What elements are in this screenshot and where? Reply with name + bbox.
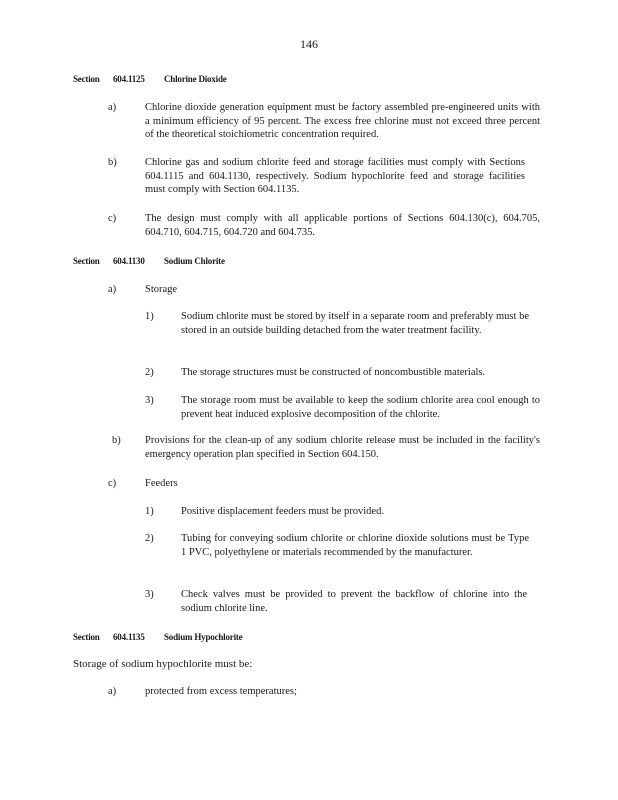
section-title: Sodium Hypochlorite bbox=[164, 632, 243, 642]
item-label: c) bbox=[108, 213, 117, 224]
item-label: b) bbox=[108, 157, 117, 168]
item-label: a) bbox=[108, 102, 117, 113]
item-text: Chlorine gas and sodium chlorite feed and storage facilities must comply with Sections 604.1115 and 604.1130, respectively. Sodium hypochlorite feed and storage facilities must comply with Section 604.1135. bbox=[145, 157, 525, 196]
section-number: 604.1125 bbox=[113, 74, 145, 84]
section-label: Section bbox=[73, 632, 100, 642]
section-heading-sodium-chlorite bbox=[73, 256, 225, 266]
subitem-label: 3) bbox=[145, 589, 154, 600]
item-text: Chlorine dioxide generation equipment must be factory assembled pre-engineered units with a minimum efficiency of 95 percent. The excess free chlorine must not exceed three percent of the theoretical stoichiometric concentration required. bbox=[145, 102, 540, 141]
item-text: protected from excess temperatures; bbox=[145, 686, 297, 697]
subitem-label: 1) bbox=[145, 506, 154, 517]
subitem-text: Tubing for conveying sodium chlorite or chlorine dioxide solutions must be Type 1 PVC, polyethylene or materials recommended by the manufacturer. bbox=[181, 533, 529, 558]
section-number: 604.1130 bbox=[113, 256, 145, 266]
page-number: 146 bbox=[300, 37, 318, 51]
section-heading-sodium-hypochlorite bbox=[73, 632, 243, 642]
section-heading-chlorine-dioxide bbox=[73, 74, 227, 84]
item-label: b) bbox=[112, 435, 121, 446]
section-title: Sodium Chlorite bbox=[164, 256, 225, 266]
subitem-label: 2) bbox=[145, 367, 154, 378]
item-text: The design must comply with all applicable portions of Sections 604.130(c), 604.705, 604.710, 604.715, 604.720 and 604.735. bbox=[145, 213, 540, 238]
section-label: Section bbox=[73, 256, 100, 266]
item-label: a) bbox=[108, 284, 117, 295]
section-intro: Storage of sodium hypochlorite must be: bbox=[73, 658, 253, 670]
item-text: Feeders bbox=[145, 478, 178, 489]
section-label: Section bbox=[73, 74, 100, 84]
subitem-label: 1) bbox=[145, 311, 154, 322]
subitem-text: Check valves must be provided to prevent the backflow of chlorine into the sodium chlorite line. bbox=[181, 589, 527, 614]
subitem-label: 3) bbox=[145, 395, 154, 406]
item-text: Provisions for the clean-up of any sodium chlorite release must be included in the facility's emergency operation plan specified in Section 604.150. bbox=[145, 435, 540, 460]
subitem-text: The storage structures must be constructed of noncombustible materials. bbox=[181, 367, 486, 378]
item-label: a) bbox=[108, 686, 117, 697]
section-title: Chlorine Dioxide bbox=[164, 74, 227, 84]
subitem-text: Positive displacement feeders must be provided. bbox=[181, 506, 384, 517]
subitem-label: 2) bbox=[145, 533, 154, 544]
section-number: 604.1135 bbox=[113, 632, 145, 642]
item-label: c) bbox=[108, 478, 117, 489]
item-text: Storage bbox=[145, 284, 178, 295]
subitem-text: Sodium chlorite must be stored by itself in a separate room and preferably must be stored in an outside building detached from the water treatment facility. bbox=[181, 311, 529, 336]
subitem-text: The storage room must be available to keep the sodium chlorite area cool enough to prevent heat induced explosive decomposition of the chlorite. bbox=[181, 395, 540, 420]
